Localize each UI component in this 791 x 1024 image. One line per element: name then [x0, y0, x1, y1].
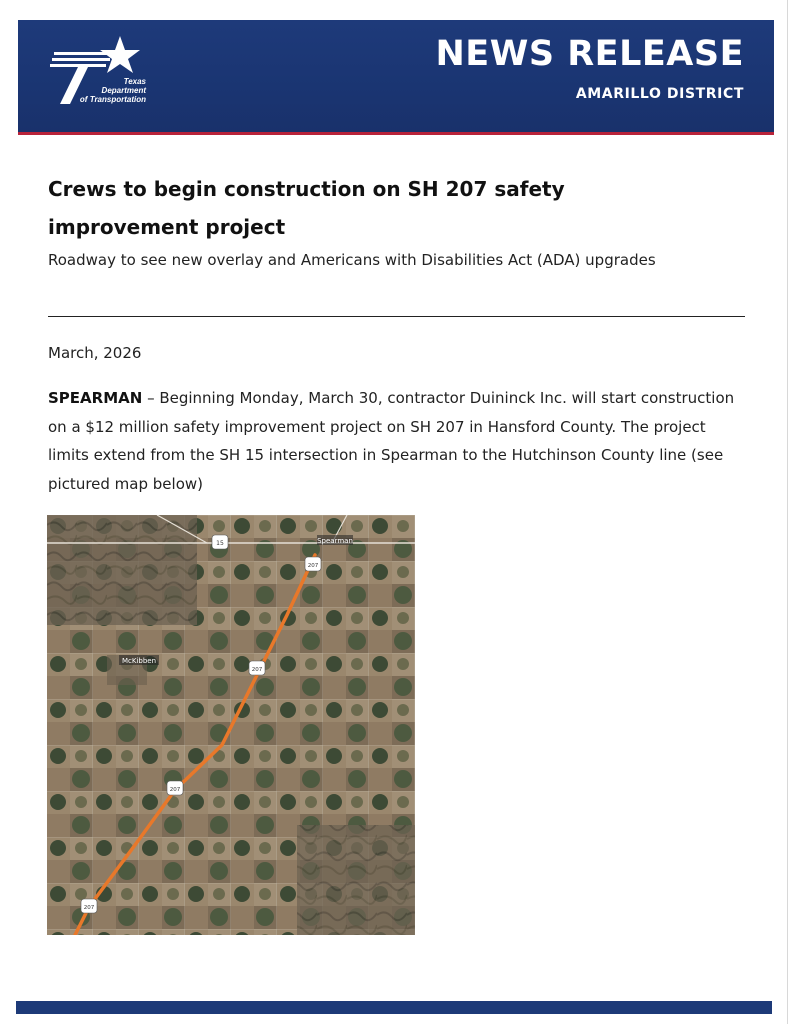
svg-text:207: 207 [83, 905, 95, 911]
sh207-shield-4 [81, 899, 97, 913]
svg-text:McKibben: McKibben [121, 657, 157, 665]
district-label: AMARILLO DISTRICT [575, 86, 744, 102]
page-edge [787, 0, 788, 1024]
header-banner [18, 20, 774, 135]
svg-text:207: 207 [169, 787, 181, 793]
sh15-shield [212, 535, 228, 549]
sh207-shield-2 [249, 661, 265, 675]
body-text: – Beginning Monday, March 30, contractor Duininck Inc. will start construction on a $12 million safety improvement project on SH 207 in Hansford County. The project limits extend from the SH 15 intersection in Spearman to the Hutchinson County line (see pictured map below) [48, 389, 735, 493]
sh207-shield-1 [305, 557, 321, 571]
body-paragraph [48, 384, 748, 498]
mckibben-label [119, 655, 159, 665]
sh207-shield-3 [167, 781, 183, 795]
release-date: March, 2026 [48, 344, 142, 362]
dateline: SPEARMAN [48, 389, 143, 407]
divider [48, 316, 745, 317]
spearman-label [317, 535, 353, 545]
headline: Crews to begin construction on SH 207 safety improvement project [48, 177, 565, 239]
footer-bar [16, 1001, 772, 1014]
logo-wordmark: Texas Department of Transportation [79, 77, 146, 104]
svg-text:207: 207 [307, 563, 319, 569]
subheadline: Roadway to see new overlay and Americans with Disabilities Act (ADA) upgrades [48, 251, 656, 269]
news-release-title: NEWS RELEASE [435, 34, 744, 74]
svg-text:15: 15 [216, 540, 224, 547]
svg-text:Spearman: Spearman [317, 537, 353, 545]
project-map [47, 515, 415, 935]
svg-text:207: 207 [251, 667, 263, 673]
